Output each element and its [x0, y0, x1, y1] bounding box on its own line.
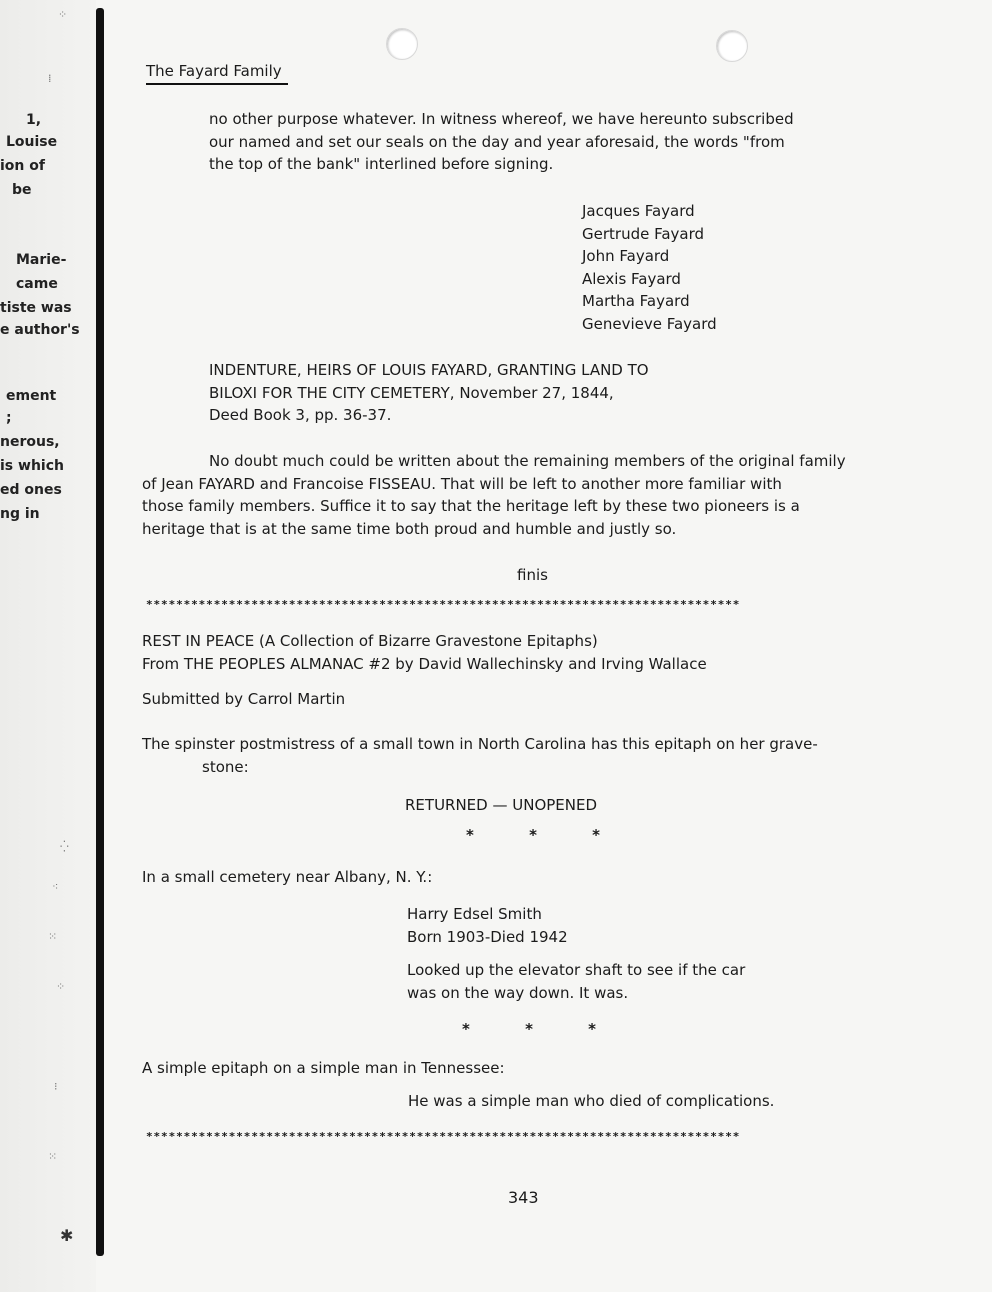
- page-number: 343: [508, 1188, 539, 1207]
- epitaph2-header: [407, 903, 568, 948]
- finis-label: finis: [517, 566, 548, 584]
- text-line: our named and set our seals on the day and year aforesaid, the words "from: [209, 132, 785, 151]
- bleed-text: ng in: [0, 506, 40, 522]
- punch-hole: [716, 30, 748, 62]
- bleed-text: came: [16, 276, 58, 292]
- text-line: No doubt much could be written about the remaining members of the original family: [209, 452, 846, 470]
- text-line: no other purpose whatever. In witness whereof, we have hereunto subscribed: [209, 110, 794, 128]
- bleed-text: ed ones: [0, 482, 62, 498]
- section-divider: * * *: [466, 826, 600, 844]
- signatory: Genevieve Fayard: [582, 314, 717, 333]
- bleed-text: be: [12, 182, 32, 198]
- bleed-text: 1,: [26, 112, 42, 128]
- scan-noise: ⁝: [54, 1080, 58, 1093]
- submitted-by: Submitted by Carrol Martin: [142, 690, 346, 708]
- indenture-citation: [209, 359, 649, 427]
- signatory: Jacques Fayard: [582, 202, 695, 220]
- epitaph1-text: RETURNED — UNOPENED: [405, 796, 598, 814]
- bleed-text: nerous,: [0, 434, 60, 450]
- epitaph3-text: He was a simple man who died of complications.: [408, 1092, 775, 1110]
- text-line: the top of the bank" interlined before signing.: [209, 155, 554, 173]
- text-line: Looked up the elevator shaft to see if the car: [407, 961, 746, 979]
- bleed-text: e author's: [0, 322, 80, 338]
- separator-line: *******************************************************************************: [146, 1130, 741, 1143]
- bleed-text: is which: [0, 458, 64, 474]
- margin-bleed-area: [0, 0, 96, 1292]
- rest-in-peace-heading: [142, 630, 707, 675]
- text-line: heritage that is at the same time both proud and humble and justly so.: [142, 519, 677, 538]
- text-line: INDENTURE, HEIRS OF LOUIS FAYARD, GRANTING LAND TO: [209, 361, 649, 379]
- text-line: Deed Book 3, pp. 36-37.: [209, 406, 392, 424]
- text-line: BILOXI FOR THE CITY CEMETERY, November 27, 1844,: [209, 383, 614, 402]
- text-line: of Jean FAYARD and Francoise FISSEAU. That will be left to another more familiar with: [142, 474, 782, 493]
- section-title: REST IN PEACE (A Collection of Bizarre Gravestone Epitaphs): [142, 632, 598, 650]
- binding-spine: [96, 8, 104, 1256]
- epitaph2-intro: In a small cemetery near Albany, N. Y.:: [142, 868, 433, 886]
- signatory: Alexis Fayard: [582, 269, 681, 288]
- closing-paragraph: [142, 450, 846, 540]
- epitaph3-intro: A simple epitaph on a simple man in Tennessee:: [142, 1059, 505, 1077]
- scan-noise: ⁞: [48, 72, 52, 85]
- signatory: Gertrude Fayard: [582, 224, 705, 243]
- source-line: From THE PEOPLES ALMANAC #2 by David Wallechinsky and Irving Wallace: [142, 654, 707, 673]
- signatory-list: [582, 200, 717, 335]
- text-line: those family members. Suffice it to say that the heritage left by these two pioneers is a: [142, 497, 800, 515]
- bleed-text: ement: [6, 388, 57, 404]
- signatory: Martha Fayard: [582, 292, 690, 310]
- bleed-text: tiste was: [0, 300, 72, 316]
- epitaph1-intro: [142, 733, 818, 778]
- page-header: The Fayard Family: [146, 62, 288, 85]
- scan-noise: ⁛: [60, 840, 69, 853]
- separator-line: *******************************************************************************: [146, 598, 741, 611]
- witness-paragraph: [209, 108, 794, 176]
- bleed-text: Marie-: [16, 252, 67, 268]
- scan-noise: ⁘: [58, 8, 68, 21]
- punch-hole: [386, 28, 418, 60]
- scan-noise: ✱: [60, 1226, 74, 1245]
- bleed-text: ;: [6, 410, 12, 426]
- scan-noise: ⁙: [48, 930, 58, 943]
- deceased-name: Harry Edsel Smith: [407, 905, 542, 923]
- text-line: was on the way down. It was.: [407, 983, 629, 1002]
- bleed-text: ion of: [0, 158, 45, 174]
- epitaph2-text: [407, 959, 745, 1004]
- signatory: John Fayard: [582, 247, 670, 265]
- bleed-text: Louise: [6, 134, 58, 150]
- scan-noise: ⁙: [48, 1150, 58, 1163]
- scan-noise: ⁖: [52, 880, 59, 893]
- text-line: The spinster postmistress of a small town in North Carolina has this epitaph on her grave-: [142, 735, 818, 753]
- text-line: stone:: [202, 757, 249, 776]
- deceased-dates: Born 1903-Died 1942: [407, 927, 568, 946]
- scan-noise: ⁘: [56, 980, 66, 993]
- section-divider: * * *: [462, 1020, 596, 1038]
